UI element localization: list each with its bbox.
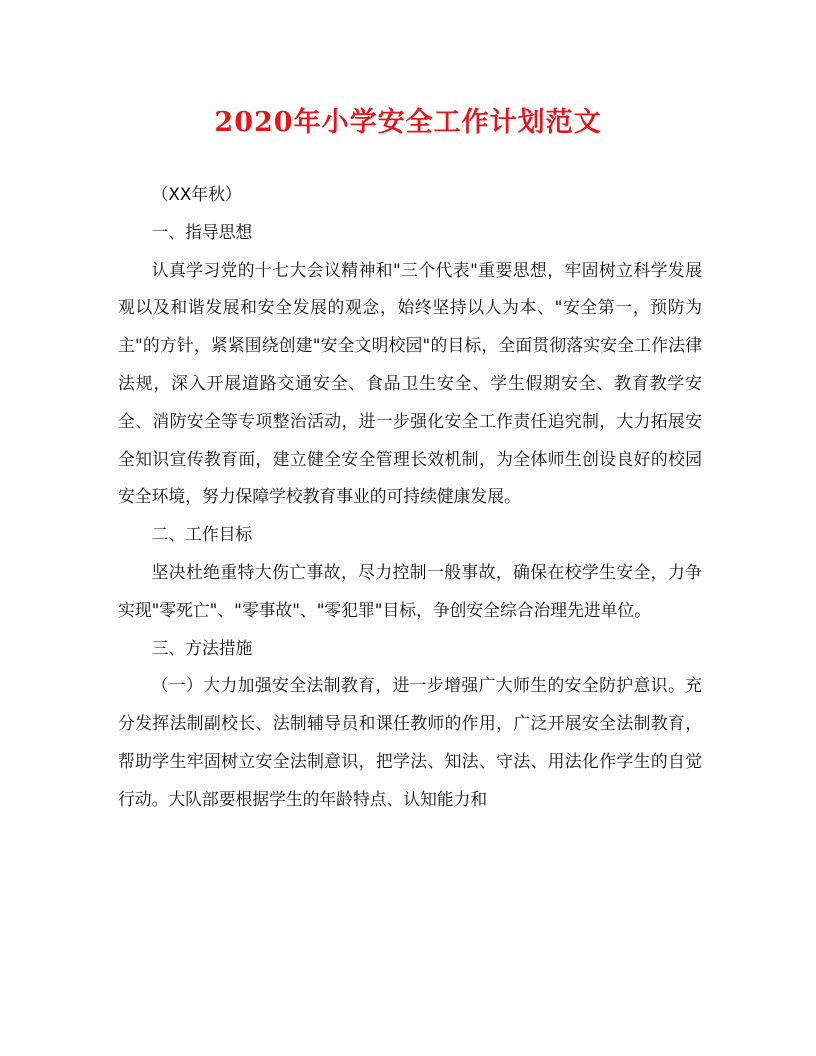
- paragraph-work-goals: 坚决杜绝重特大伤亡事故，尽力控制一般事故，确保在校学生安全，力争实现"零死亡"、"零事故"、"零犯罪"目标，争创安全综合治理先进单位。: [118, 561, 702, 620]
- document-body: [118, 176, 702, 819]
- paragraph-guiding-thought: 认真学习党的十七大会议精神和"三个代表"重要思想，牢固树立科学发展观以及和谐发展和安全发展的观念，始终坚持以人为本、"安全第一，预防为主"的方针，紧紧围绕创建"安全文明校园"的目标，全面贯彻落实安全工作法律法规，深入开展道路交通安全、食品卫生安全、学生假期安全、教育教学安全、消防安全等专项整治活动，进一步强化安全工作责任追究制，大力拓展安全知识宣传教育面，建立健全安全管理长效机制，为全体师生创设良好的校园安全环境，努力保障学校教育事业的可持续健康发展。: [118, 259, 702, 507]
- paragraph-date: （XX年秋）: [151, 184, 242, 204]
- document-title: 2020年小学安全工作计划范文: [214, 107, 602, 138]
- paragraph-measures-1: （一）大力加强安全法制教育，进一步增强广大师生的安全防护意识。充分发挥法制副校长、法制辅导员和课任教师的作用，广泛开展安全法制教育，帮助学生牢固树立安全法制意识，把学法、知法、守法、用法化作学生的自觉行动。大队部要根据学生的年龄特点、认知能力和: [118, 675, 702, 809]
- section-heading-1: 一、指导思想: [151, 221, 253, 242]
- section-heading-3: 三、方法措施: [151, 637, 253, 658]
- section-heading-2: 二、工作目标: [151, 524, 253, 545]
